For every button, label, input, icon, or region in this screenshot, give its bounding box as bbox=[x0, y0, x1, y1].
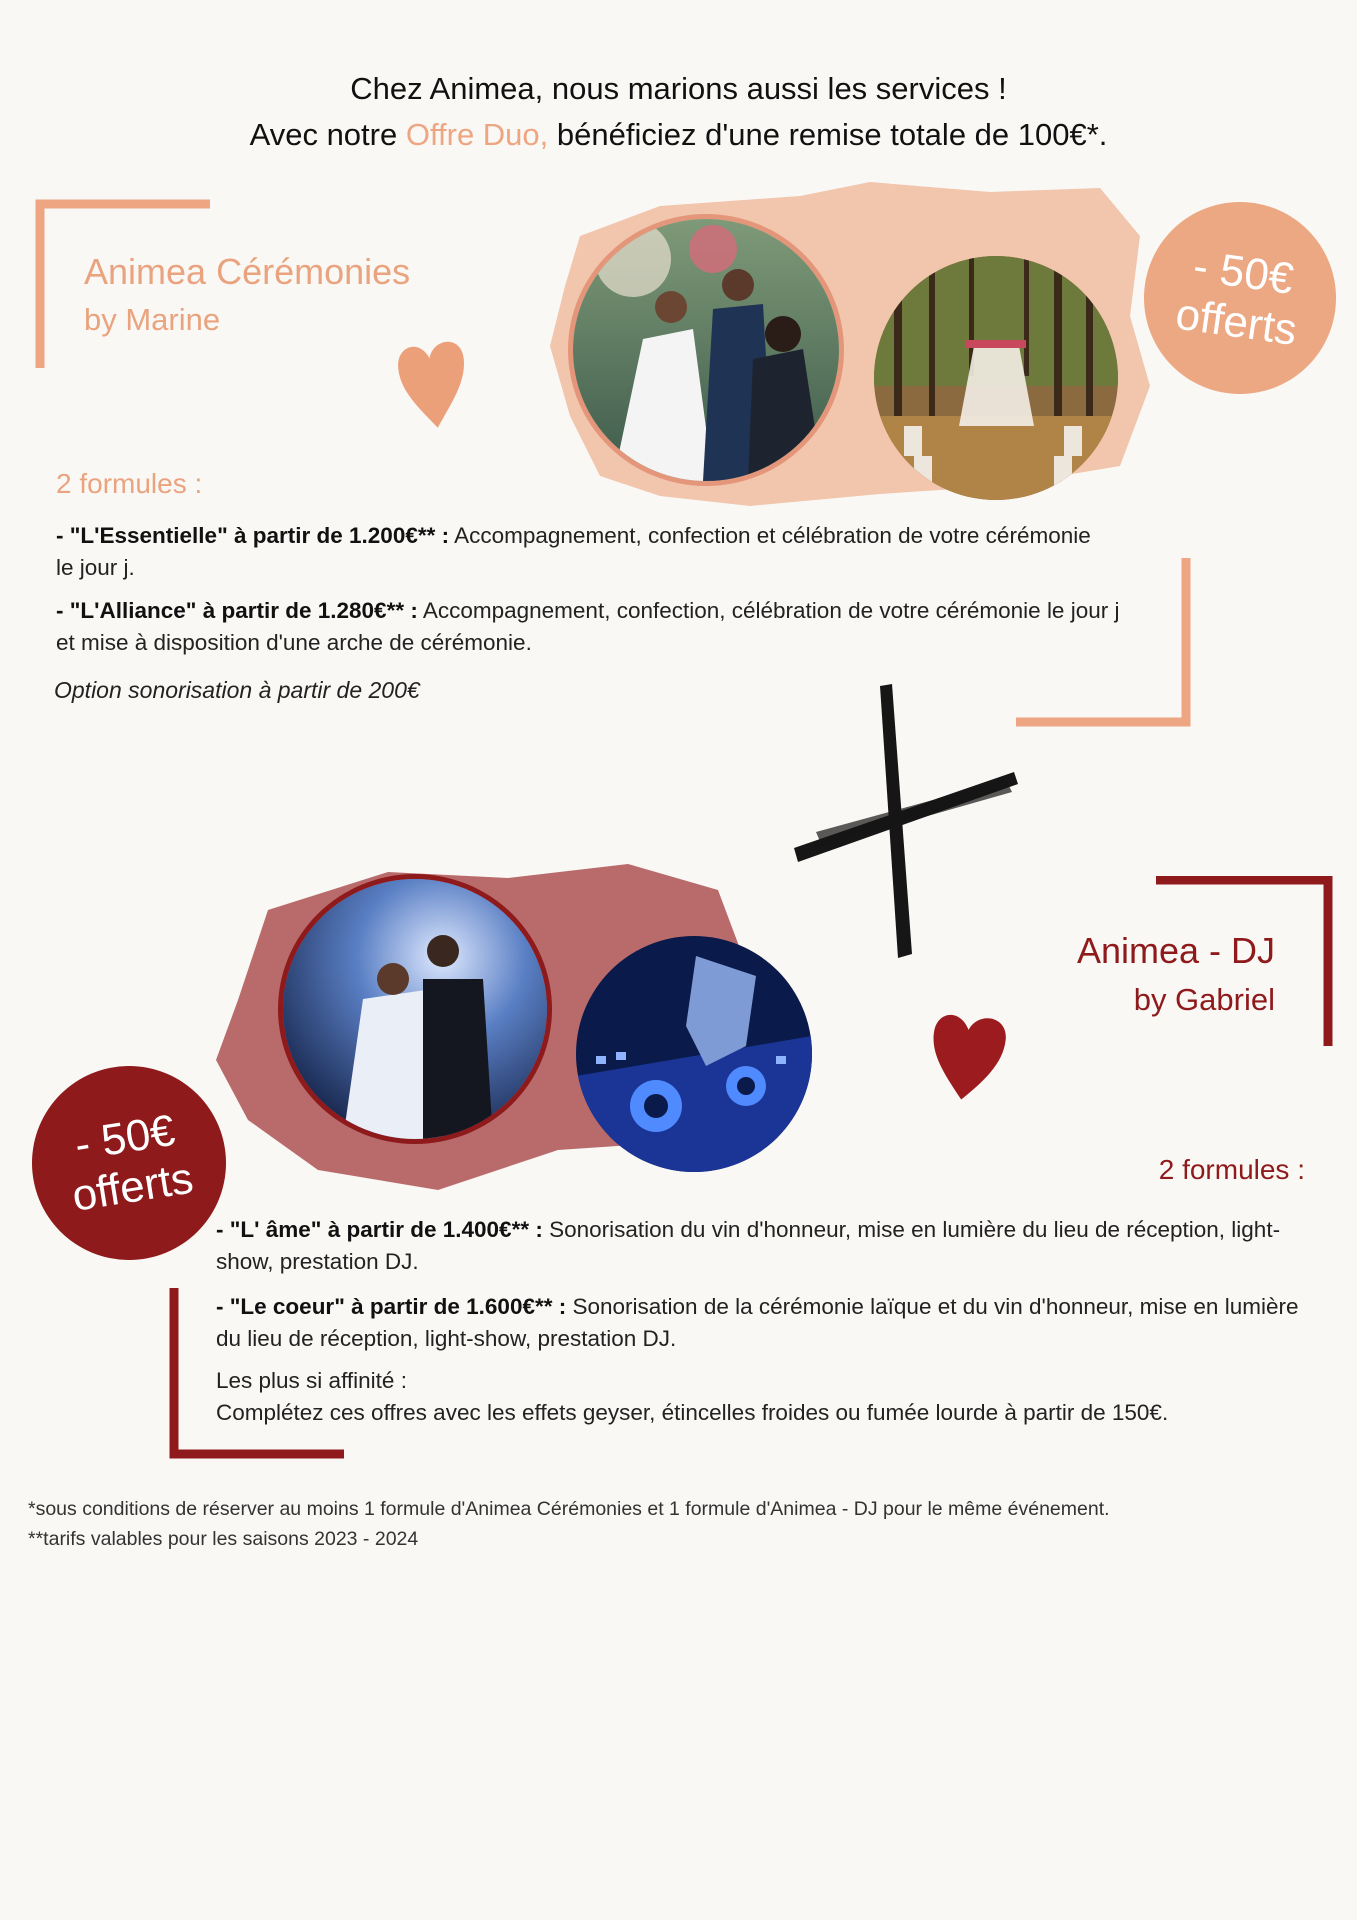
ceremonies-formules-title: 2 formules : bbox=[56, 468, 203, 499]
ceremonies-discount-badge bbox=[1144, 202, 1336, 394]
header-line2 bbox=[0, 112, 1357, 158]
offre-duo-highlight: Offre Duo, bbox=[405, 117, 549, 152]
footer-notes bbox=[28, 1494, 1110, 1554]
forest-arch-photo bbox=[874, 256, 1118, 500]
essentielle-name: - "L'Essentielle" à partir de 1.200€** : bbox=[56, 523, 450, 548]
ceremonies-badge-line2: offerts bbox=[1173, 289, 1301, 355]
ceremonies-badge-line1: - 50€ bbox=[1190, 241, 1297, 304]
ceremonies-subtitle: by Marine bbox=[84, 302, 221, 337]
dj-plus-desc: Complétez ces offres avec les effets geyser, étincelles froides ou fumée lourde à partir de 150€. bbox=[216, 1400, 1169, 1425]
coeur-name: - "Le coeur" à partir de 1.600€** : bbox=[216, 1294, 567, 1319]
ceremonies-badge-text bbox=[1173, 240, 1307, 356]
couple-dance-photo bbox=[278, 874, 552, 1144]
footer-note2: **tarifs valables pour les saisons 2023 - 2024 bbox=[28, 1528, 419, 1550]
essentielle-desc: Accompagnement, confection et célébration de votre cérémonie le jour j. bbox=[56, 523, 1091, 580]
footer-note1: *sous conditions de réserver au moins 1 formule d'Animea Cérémonies et 1 formule d'Animea - DJ pour le même événement. bbox=[28, 1498, 1110, 1520]
header-line1: Chez Animea, nous marions aussi les services ! bbox=[350, 71, 1007, 106]
dj-formules-title: 2 formules : bbox=[1158, 1154, 1305, 1185]
dj-discount-badge bbox=[32, 1066, 226, 1260]
alliance-name: - "L'Alliance" à partir de 1.280€** : bbox=[56, 598, 418, 623]
dj-badge-text bbox=[61, 1104, 197, 1222]
header-line2-before: Avec notre bbox=[249, 117, 406, 152]
coeur-desc: Sonorisation de la cérémonie laïque et du vin d'honneur, mise en lumière du lieu de réception, light-show, prestation DJ. bbox=[216, 1294, 1299, 1351]
dj-title: Animea - DJ bbox=[1076, 930, 1275, 971]
red-heart-icon bbox=[926, 1004, 1010, 1104]
wedding-couple-photo bbox=[568, 214, 844, 486]
ame-name: - "L' âme" à partir de 1.400€** : bbox=[216, 1217, 543, 1242]
dj-plus-title: Les plus si affinité : bbox=[216, 1368, 407, 1393]
ame-desc: Sonorisation du vin d'honneur, mise en lumière du lieu de réception, light-show, prestation DJ. bbox=[216, 1217, 1281, 1274]
sound-option: Option sonorisation à partir de 200€ bbox=[54, 677, 420, 703]
dj-formula-ame bbox=[216, 1214, 1316, 1278]
alliance-desc: Accompagnement, confection, célébration de votre cérémonie le jour j et mise à disposition d'une arche de cérémonie. bbox=[56, 598, 1120, 655]
dj-mixer-photo bbox=[576, 936, 812, 1172]
ceremonies-formula-essentielle bbox=[56, 520, 1096, 584]
header bbox=[0, 66, 1357, 158]
ceremonies-title: Animea Cérémonies bbox=[84, 251, 411, 292]
header-line2-after: bénéficiez d'une remise totale de 100€*. bbox=[548, 117, 1108, 152]
ceremonies-formula-alliance bbox=[56, 595, 1136, 659]
dj-badge-line1: - 50€ bbox=[71, 1105, 179, 1170]
dj-formula-coeur bbox=[216, 1291, 1316, 1355]
dj-badge-line2: offerts bbox=[68, 1153, 197, 1221]
dj-subtitle: by Gabriel bbox=[1133, 982, 1275, 1017]
peach-heart-icon bbox=[396, 334, 470, 430]
